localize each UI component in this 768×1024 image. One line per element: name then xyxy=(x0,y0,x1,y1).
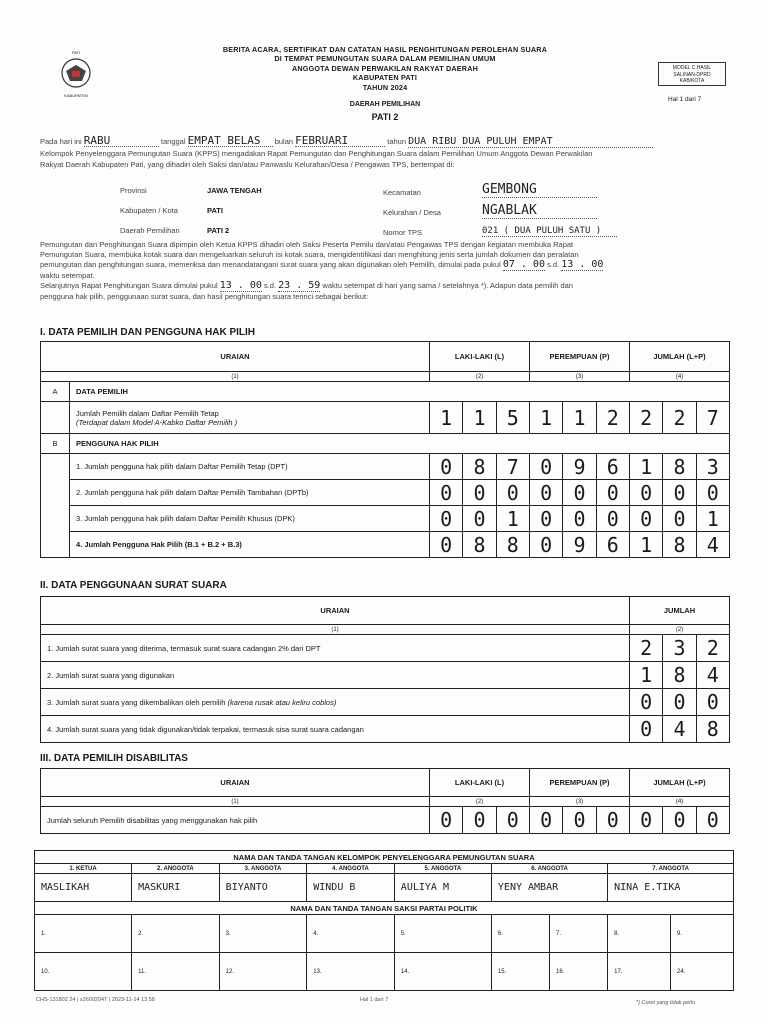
digit-cell: 0 xyxy=(696,689,729,716)
location-block xyxy=(120,182,740,238)
kecamatan-value: GEMBONG xyxy=(482,182,597,198)
dpt-row-text: Jumlah Pemilih dalam Daftar Pemilih Tetap xyxy=(76,408,219,418)
ballot-row-label: 2. Jumlah surat suara yang digunakan xyxy=(41,662,630,689)
col-num: (4) xyxy=(630,372,730,382)
signature-table xyxy=(34,850,734,991)
section-a-title: DATA PEMILIH xyxy=(70,382,730,402)
saksi-slot: 8. xyxy=(608,915,671,953)
digit-cell: 0 xyxy=(663,689,696,716)
tahun-label: tahun xyxy=(387,137,407,146)
digit-cell: 1 xyxy=(630,662,663,689)
digit-cell: 2 xyxy=(663,402,696,434)
digit-cell: 1 xyxy=(496,506,529,532)
title-line: KABUPATEN PATI xyxy=(352,73,418,83)
logo-text-top: PATI xyxy=(71,50,81,55)
saksi-slot: 3. xyxy=(219,915,307,953)
col-num: (2) xyxy=(430,797,530,807)
saksi-slot: 9. xyxy=(671,915,734,953)
digit-cell: 0 xyxy=(463,807,496,834)
dpt-row-note: (Terdapat dalam Model A-Kabko Daftar Pemilih ) xyxy=(76,417,238,427)
ballot-usage-table xyxy=(40,596,730,743)
model-line: SALINAN-DPRD xyxy=(673,71,711,78)
dapil-value: PATI 2 xyxy=(207,226,230,235)
saksi-slot: 5. xyxy=(394,915,491,953)
start-time: 07 . 00 xyxy=(502,259,545,270)
col-jumlah: JUMLAH xyxy=(630,597,730,625)
digit-cell: 4 xyxy=(663,716,696,743)
digit-cell: 1 xyxy=(563,402,596,434)
saksi-slot: 24. xyxy=(671,953,734,991)
document-title xyxy=(150,45,620,92)
digit-cell: 0 xyxy=(596,506,629,532)
digit-cell: 1 xyxy=(696,506,729,532)
dapil-label: Daerah Pemilihan xyxy=(120,226,180,235)
sd-label: s.d. xyxy=(547,260,560,269)
digit-cell: 1 xyxy=(430,402,463,434)
title-line: ANGGOTA DEWAN PERWAKILAN RAKYAT DAERAH xyxy=(292,63,478,73)
digit-cell: 0 xyxy=(530,454,563,480)
logo-text-bottom: KABUPATEN xyxy=(64,93,88,98)
saksi-signature-title: NAMA DAN TANDA TANGAN SAKSI PARTAI POLITIK xyxy=(35,902,734,915)
procedure-text: Pemungutan Suara, membuka kotak suara dan mengeluarkan seluruh isi kotak suara, mengidentifikasi dan menghitung jenis serta jumlah dokumen dan peralatan xyxy=(40,250,579,259)
section3-title: III. DATA PEMILIH DISABILITAS xyxy=(40,753,188,764)
ballot-row-label: 4. Jumlah surat suara yang tidak digunakan/tidak terpakai, termasuk sisa surat suara cadangan xyxy=(41,716,630,743)
digit-cell: 1 xyxy=(463,402,496,434)
procedure-text: Selanjutnya Rapat Penghitungan Suara dimulai pukul xyxy=(40,281,218,290)
saksi-slot: 1. xyxy=(35,915,132,953)
provinsi-value: JAWA TENGAH xyxy=(207,186,262,195)
kpps-name: NINA E.TIKA xyxy=(608,874,734,902)
digit-cell: 5 xyxy=(496,402,529,434)
tps-value: 021 ( DUA PULUH SATU ) xyxy=(482,226,617,237)
garuda-emblem-icon xyxy=(58,55,94,91)
b2-row-label: 2. Jumlah pengguna hak pilih dalam Daftar Pemilih Tambahan (DPTb) xyxy=(70,480,430,506)
saksi-slot: 4. xyxy=(307,915,395,953)
role-label: 3. ANGGOTA xyxy=(219,864,307,874)
digit-cell: 1 xyxy=(630,454,663,480)
kabupaten-value: PATI xyxy=(207,206,223,215)
saksi-slot: 17. xyxy=(608,953,671,991)
col-num: (4) xyxy=(630,797,730,807)
footer-page-number: Hal 1 dari 7 xyxy=(360,997,389,1003)
saksi-slot: 12. xyxy=(219,953,307,991)
digit-cell: 3 xyxy=(696,454,729,480)
title-line: DI TEMPAT PEMUNGUTAN SUARA DALAM PEMILIHAN UMUM xyxy=(274,54,496,64)
col-laki: LAKI-LAKI (L) xyxy=(430,342,530,372)
digit-cell: 9 xyxy=(563,454,596,480)
role-label: 2. ANGGOTA xyxy=(132,864,220,874)
digit-cell: 0 xyxy=(430,807,463,834)
digit-cell: 8 xyxy=(463,454,496,480)
saksi-slot: 15. xyxy=(491,953,549,991)
ballot-row-label xyxy=(41,689,630,716)
daerah-value: PATI 2 xyxy=(371,112,399,122)
tps-label: Nomor TPS xyxy=(383,228,423,237)
title-line: TAHUN 2024 xyxy=(362,82,408,92)
digit-cell: 2 xyxy=(596,402,629,434)
kecamatan-label: Kecamatan xyxy=(383,188,421,197)
digit-cell: 8 xyxy=(663,454,696,480)
procedure-text: waktu setempat. xyxy=(40,271,95,280)
kpps-name: MASKURI xyxy=(132,874,220,902)
role-label: 4. ANGGOTA xyxy=(307,864,395,874)
col-jumlah: JUMLAH (L+P) xyxy=(630,769,730,797)
digit-cell: 0 xyxy=(596,480,629,506)
provinsi-label: Provinsi xyxy=(120,186,147,195)
procedure-text: Pemungutan dan Penghitungan Suara dipimpin oleh Ketua KPPS dihadiri oleh Saksi Peserta Pemilu dan/atau Pengawas TPS dengan kegiatan membuka Rapat xyxy=(40,240,574,249)
sd-label: s.d. xyxy=(263,281,277,290)
col-uraian: URAIAN xyxy=(41,342,430,372)
digit-cell: 8 xyxy=(696,716,729,743)
col-laki: LAKI-LAKI (L) xyxy=(430,769,530,797)
count-start-time: 13 . 00 xyxy=(219,280,262,291)
tanggal-value: EMPAT BELAS xyxy=(188,135,273,147)
digit-cell: 2 xyxy=(630,402,663,434)
saksi-slot: 7. xyxy=(550,915,608,953)
digit-cell: 0 xyxy=(496,807,529,834)
title-line: BERITA ACARA, SERTIFIKAT DAN CATATAN HASIL PENGHITUNGAN PEROLEHAN SUARA xyxy=(222,45,548,54)
section2-title: II. DATA PENGGUNAAN SURAT SUARA xyxy=(40,580,227,591)
page-number: Hal 1 dari 7 xyxy=(668,96,702,103)
digit-cell: 0 xyxy=(430,454,463,480)
digit-cell: 0 xyxy=(696,480,729,506)
kpps-name: AULIYA M xyxy=(394,874,491,902)
ballot-row-note: (karena rusak atau keliru coblos) xyxy=(227,697,337,707)
tanggal-label: tanggal xyxy=(160,137,186,146)
digit-cell: 0 xyxy=(563,480,596,506)
digit-cell: 0 xyxy=(563,506,596,532)
kabupaten-label: Kabupaten / Kota xyxy=(120,206,178,215)
digit-cell: 6 xyxy=(596,532,629,558)
section1-title: I. DATA PEMILIH DAN PENGGUNA HAK PILIH xyxy=(40,327,255,338)
digit-cell: 0 xyxy=(696,807,729,834)
col-perempuan: PEREMPUAN (P) xyxy=(530,342,630,372)
kelurahan-label: Kelurahan / Desa xyxy=(383,208,441,217)
digit-cell: 8 xyxy=(496,532,529,558)
digit-cell: 7 xyxy=(496,454,529,480)
digit-cell: 7 xyxy=(696,402,729,434)
end-time: 13 . 00 xyxy=(561,259,604,270)
saksi-slot: 16. xyxy=(550,953,608,991)
digit-cell: 2 xyxy=(630,635,663,662)
digit-cell: 4 xyxy=(696,662,729,689)
kelurahan-value: NGABLAK xyxy=(482,203,597,219)
digit-cell: 0 xyxy=(630,807,663,834)
b4-row-label: 4. Jumlah Pengguna Hak Pilih (B.1 + B.2 + B.3) xyxy=(70,532,430,558)
kpps-name: MASLIKAH xyxy=(35,874,132,902)
disability-row-label: Jumlah seluruh Pemilih disabilitas yang menggunakan hak pilih xyxy=(41,807,430,834)
procedure-text: pengguna hak pilih, penggunaan surat suara, dan hasil penghitungan suara terinci sebagai berikut: xyxy=(40,292,369,301)
digit-cell: 0 xyxy=(496,480,529,506)
digit-cell: 0 xyxy=(430,480,463,506)
bulan-value: FEBRUARI xyxy=(295,135,385,147)
kpps-name: BIYANTO xyxy=(219,874,307,902)
disability-table xyxy=(40,768,730,834)
ballot-row-label: 1. Jumlah surat suara yang diterima, termasuk surat suara cadangan 2% dari DPT xyxy=(41,635,630,662)
saksi-slot: 2. xyxy=(132,915,220,953)
count-end-time: 23 . 59 xyxy=(278,280,321,291)
b3-row-label: 3. Jumlah pengguna hak pilih dalam Daftar Pemilih Khusus (DPK) xyxy=(70,506,430,532)
col-uraian: URAIAN xyxy=(41,597,630,625)
saksi-slot: 6. xyxy=(491,915,549,953)
digit-cell: 0 xyxy=(430,506,463,532)
role-label: 5. ANGGOTA xyxy=(394,864,491,874)
dpt-row-label xyxy=(70,402,430,434)
digit-cell: 0 xyxy=(463,480,496,506)
hari-value: RABU xyxy=(84,135,159,147)
digit-cell: 0 xyxy=(530,480,563,506)
digit-cell: 0 xyxy=(430,532,463,558)
col-num: (1) xyxy=(41,797,430,807)
daerah-label: DAERAH PEMILIHAN xyxy=(349,101,421,108)
tahun-value: DUA RIBU DUA PULUH EMPAT xyxy=(408,136,653,148)
col-num: (2) xyxy=(430,372,530,382)
kpps-name: WINDU B xyxy=(307,874,395,902)
bulan-label: bulan xyxy=(274,137,294,146)
col-jumlah: JUMLAH (L+P) xyxy=(630,342,730,372)
digit-cell: 1 xyxy=(530,402,563,434)
intro-paragraph xyxy=(40,135,740,170)
kpps-signature-title: NAMA DAN TANDA TANGAN KELOMPOK PENYELENGGARA PEMUNGUTAN SUARA xyxy=(35,851,734,864)
role-label: 7. ANGGOTA xyxy=(608,864,734,874)
model-line: MODEL C.HASIL xyxy=(672,65,712,71)
section-b-title: PENGGUNA HAK PILIH xyxy=(70,434,730,454)
model-box xyxy=(658,62,726,86)
digit-cell: 1 xyxy=(630,532,663,558)
digit-cell: 0 xyxy=(630,689,663,716)
digit-cell: 0 xyxy=(630,506,663,532)
digit-cell: 9 xyxy=(563,532,596,558)
digit-cell: 8 xyxy=(463,532,496,558)
intro-text: Rakyat Daerah Kabupaten Pati, yang dihadiri oleh Saksi dan/atau Panwaslu Kelurahan/Desa / Pengawas TPS, bertempat di: xyxy=(40,160,455,169)
voter-data-table xyxy=(40,341,730,558)
ballot-row-text: 3. Jumlah surat suara yang dikembalikan oleh pemilih xyxy=(47,697,226,707)
kpu-logo xyxy=(58,50,94,102)
col-perempuan: PEREMPUAN (P) xyxy=(530,769,630,797)
procedure-paragraph xyxy=(40,240,740,302)
b1-row-label: 1. Jumlah pengguna hak pilih dalam Daftar Pemilih Tetap (DPT) xyxy=(70,454,430,480)
digit-cell: 0 xyxy=(563,807,596,834)
kpps-name: YENY AMBAR xyxy=(491,874,607,902)
saksi-slot: 14. xyxy=(394,953,491,991)
role-label: 1. KETUA xyxy=(35,864,132,874)
digit-cell: 8 xyxy=(663,532,696,558)
saksi-slot: 10. xyxy=(35,953,132,991)
digit-cell: 6 xyxy=(596,454,629,480)
model-line: KAB/KOTA xyxy=(679,78,705,84)
digit-cell: 0 xyxy=(463,506,496,532)
digit-cell: 0 xyxy=(663,480,696,506)
digit-cell: 0 xyxy=(630,716,663,743)
digit-cell: 0 xyxy=(630,480,663,506)
role-label: 6. ANGGOTA xyxy=(491,864,607,874)
row-label-a: A xyxy=(41,382,70,402)
col-num: (2) xyxy=(630,625,730,635)
col-num: (1) xyxy=(41,372,430,382)
hari-label: Pada hari ini xyxy=(40,137,82,146)
footer-note: *) Coret yang tidak perlu xyxy=(636,1000,696,1006)
col-uraian: URAIAN xyxy=(41,769,430,797)
digit-cell: 0 xyxy=(530,506,563,532)
digit-cell: 4 xyxy=(696,532,729,558)
col-num: (3) xyxy=(530,797,630,807)
digit-cell: 0 xyxy=(663,807,696,834)
digit-cell: 8 xyxy=(663,662,696,689)
digit-cell: 2 xyxy=(696,635,729,662)
digit-cell: 0 xyxy=(663,506,696,532)
intro-text: Kelompok Penyelenggara Pemungutan Suara (KPPS) mengadakan Rapat Pemungutan dan Penghitungan Suara dalam Pemilihan Umum Anggota Dewan Perwakilan xyxy=(40,149,593,158)
document-code: CHS-131802 24 | s2600204T | 2023-11-14 13 58 xyxy=(36,997,155,1003)
procedure-text: waktu setempat di hari yang sama / setelahnya *). Adapun data pemilih dan xyxy=(322,281,573,290)
digit-cell: 0 xyxy=(596,807,629,834)
col-num: (3) xyxy=(530,372,630,382)
digit-cell: 0 xyxy=(530,807,563,834)
digit-cell: 3 xyxy=(663,635,696,662)
digit-cell: 0 xyxy=(530,532,563,558)
procedure-text: pemungutan dan penghitungan suara, memeriksa dan menandatangani surat suara yang akan digunakan oleh Pemilih, dimulai pada pukul xyxy=(40,260,501,269)
saksi-slot: 13. xyxy=(307,953,395,991)
saksi-slot: 11. xyxy=(132,953,220,991)
row-label-b: B xyxy=(41,434,70,454)
col-num: (1) xyxy=(41,625,630,635)
